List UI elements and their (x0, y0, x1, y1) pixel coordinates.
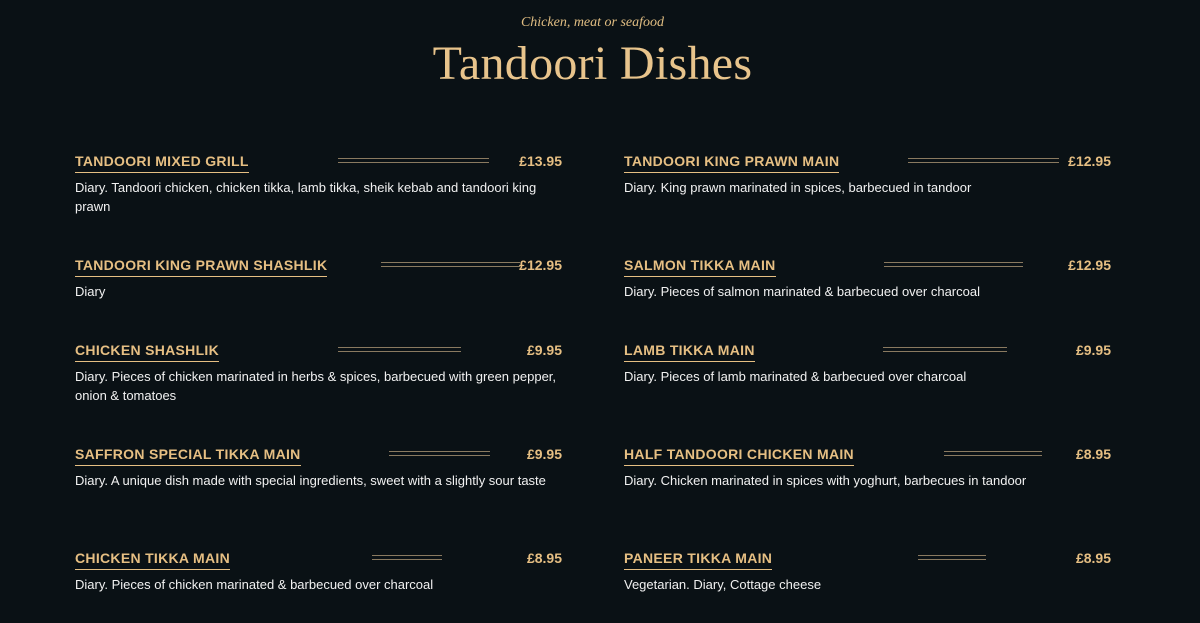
menu-item-name: TANDOORI KING PRAWN SHASHLIK (75, 256, 327, 277)
leader-line (372, 555, 442, 560)
menu-item-price: £13.95 (519, 153, 562, 169)
leader-line (884, 262, 1023, 267)
menu-item-name: SALMON TIKKA MAIN (624, 256, 776, 277)
leader-line (338, 158, 489, 163)
section-title: Tandoori Dishes (432, 37, 753, 90)
menu-item-description: Diary. Pieces of lamb marinated & barbecued over charcoal (624, 369, 967, 384)
menu-item-price: £12.95 (1068, 257, 1111, 273)
menu-item-name: TANDOORI MIXED GRILL (75, 152, 249, 173)
menu-item-description: Diary. King prawn marinated in spices, barbecued in tandoor (624, 180, 972, 195)
menu-item-name: LAMB TIKKA MAIN (624, 341, 755, 362)
menu-item-price: £8.95 (1075, 446, 1111, 462)
menu-item-price: £9.95 (526, 342, 562, 358)
menu-item-name: TANDOORI KING PRAWN MAIN (624, 152, 839, 173)
menu-item-description: Diary. Pieces of chicken marinated & barbecued over charcoal (75, 577, 434, 592)
menu-item-name: CHICKEN SHASHLIK (75, 341, 219, 362)
leader-line (338, 347, 461, 352)
menu-item-name: PANEER TIKKA MAIN (624, 549, 772, 570)
menu-item-description: Diary. Chicken marinated in spices with yoghurt, barbecues in tandoor (624, 473, 1027, 488)
menu-item-name: HALF TANDOORI CHICKEN MAIN (624, 445, 854, 466)
leader-line (918, 555, 986, 560)
menu-item-description: Diary. A unique dish made with special ingredients, sweet with a slightly sour taste (75, 473, 546, 488)
menu-item-name: CHICKEN TIKKA MAIN (75, 549, 230, 570)
menu-item-description: Diary. Pieces of salmon marinated & barbecued over charcoal (624, 284, 980, 299)
menu-item-description: Vegetarian. Diary, Cottage cheese (624, 577, 822, 592)
menu-item-price: £9.95 (526, 446, 562, 462)
section-subtitle: Chicken, meat or seafood (520, 15, 665, 30)
menu-item-name: SAFFRON SPECIAL TIKKA MAIN (75, 445, 301, 466)
leader-line (381, 262, 520, 267)
leader-line (883, 347, 1007, 352)
leader-line (908, 158, 1059, 163)
menu-item-price: £8.95 (526, 550, 562, 566)
menu-item-price: £12.95 (519, 257, 562, 273)
menu-item-price: £8.95 (1075, 550, 1111, 566)
menu-item-description: Diary. Pieces of chicken marinated in herbs & spices, barbecued with green pepper, onion & tomatoes (75, 369, 557, 403)
menu-item-description: Diary. Tandoori chicken, chicken tikka, lamb tikka, sheik kebab and tandoori king prawn (75, 180, 537, 214)
menu-item-price: £12.95 (1068, 153, 1111, 169)
menu-item-description: Diary (75, 284, 106, 299)
leader-line (389, 451, 490, 456)
leader-line (944, 451, 1042, 456)
menu-item-price: £9.95 (1075, 342, 1111, 358)
